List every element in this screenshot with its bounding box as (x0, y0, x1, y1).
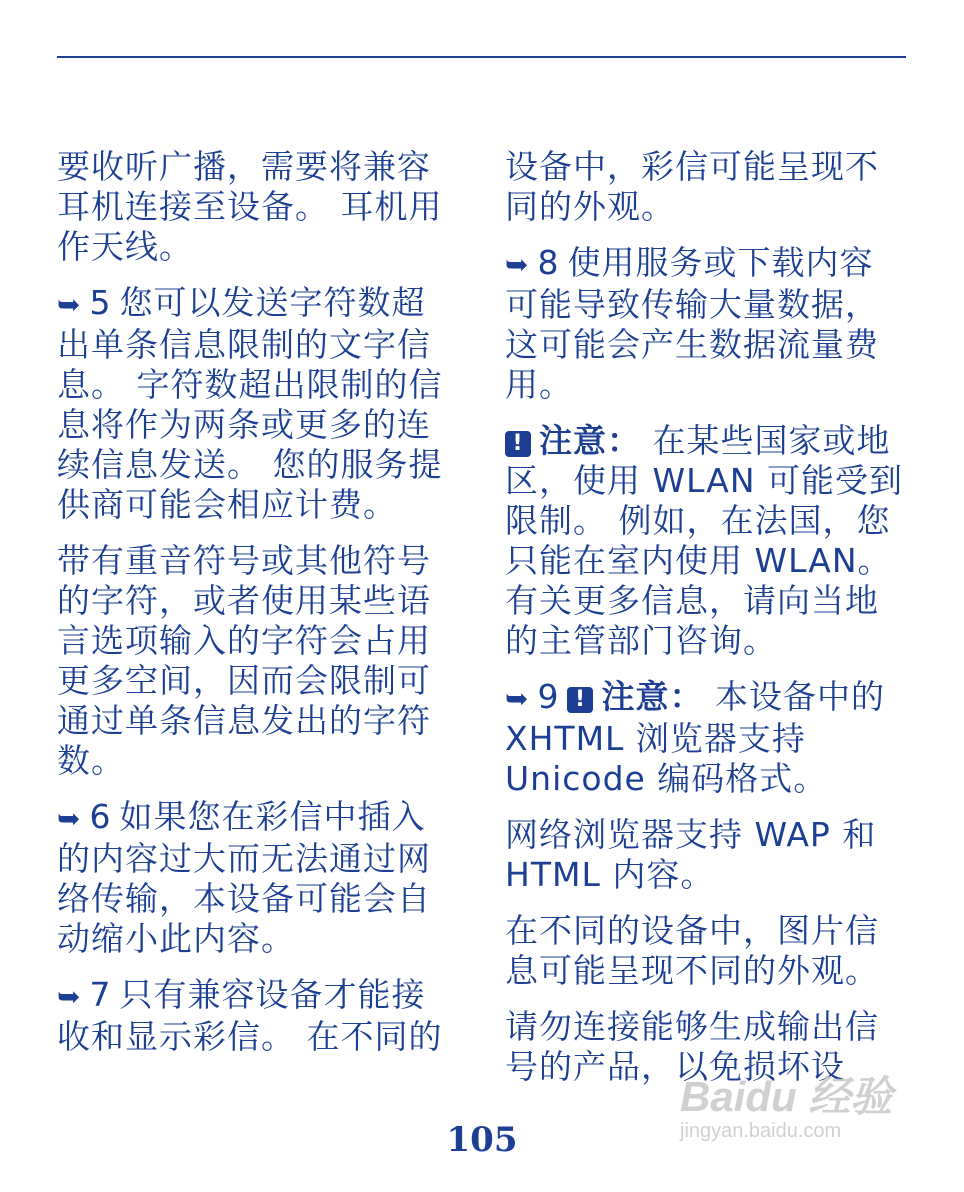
paragraph-output-signal: 请勿连接能够生成输出信号的产品，以免损坏设 (505, 1007, 879, 1086)
notice-wlan (505, 421, 905, 661)
page-number: 105 (446, 1120, 518, 1160)
footnote-number: 8 (537, 243, 560, 282)
warning-icon: ! (505, 431, 531, 457)
footnote-arrow-icon: ➥ (57, 980, 82, 1013)
footnote-arrow-icon: ➥ (57, 802, 82, 835)
left-column (57, 147, 457, 1073)
notice-text: 在某些国家或地区，使用 WLAN 可能受到限制。 例如，在法国，您只能在室内使用 WLAN。 有关更多信息，请向当地的主管部门咨询。 (505, 421, 904, 660)
footnote-number: 5 (89, 283, 112, 322)
paragraph-radio-antenna: 要收听广播，需要将兼容耳机连接至设备。 耳机用作天线。 (57, 147, 443, 266)
notice-title: 注意： (539, 421, 641, 460)
paragraph-picture-messages: 在不同的设备中，图片信息可能呈现不同的外观。 (505, 911, 879, 990)
notice-text: 本设备中的 XHTML 浏览器支持 Unicode 编码格式。 (505, 677, 885, 798)
notice-title: 注意： (601, 677, 704, 716)
footnote-arrow-icon: ➥ (505, 682, 530, 715)
baidu-watermark (680, 1075, 892, 1143)
footnote-6 (57, 797, 457, 959)
footnote-text: 使用服务或下载内容可能导致传输大量数据，这可能会产生数据流量费用。 (505, 243, 879, 404)
footnote-number: 7 (89, 975, 112, 1014)
footnote-arrow-icon: ➥ (57, 288, 82, 321)
footnote-7 (57, 975, 457, 1057)
footnote-text: 您可以发送字符数超出单条信息限制的文字信息。 字符数超出限制的信息将作为两条或更多的连续信息发送。 您的服务提供商可能会相应计费。 (57, 283, 443, 524)
footnote-number: 6 (89, 797, 112, 836)
watermark-brand: Baidu 经验 (680, 1073, 893, 1120)
footnote-text: 如果您在彩信中插入的内容过大而无法通过网络传输，本设备可能会自动缩小此内容。 (57, 797, 431, 958)
paragraph-accent-characters: 带有重音符号或其他符号的字符，或者使用某些语言选项输入的字符会占用更多空间，因而会限制可通过单条信息发出的字符数。 (57, 541, 431, 780)
right-column (505, 147, 905, 1103)
footnote-5 (57, 283, 457, 525)
footnote-arrow-icon: ➥ (505, 248, 530, 281)
footnote-9 (505, 677, 905, 799)
watermark-url: jingyan.baidu.com (680, 1120, 842, 1142)
header-rule (57, 56, 906, 58)
paragraph-browser-support: 网络浏览器支持 WAP 和 HTML 内容。 (505, 815, 877, 894)
paragraph-mms-appearance: 设备中，彩信可能呈现不同的外观。 (505, 147, 879, 226)
footnote-8 (505, 243, 905, 405)
footnote-text: 只有兼容设备才能接收和显示彩信。 在不同的 (57, 975, 443, 1056)
footnote-number: 9 (537, 677, 560, 716)
warning-icon: ! (567, 687, 593, 713)
